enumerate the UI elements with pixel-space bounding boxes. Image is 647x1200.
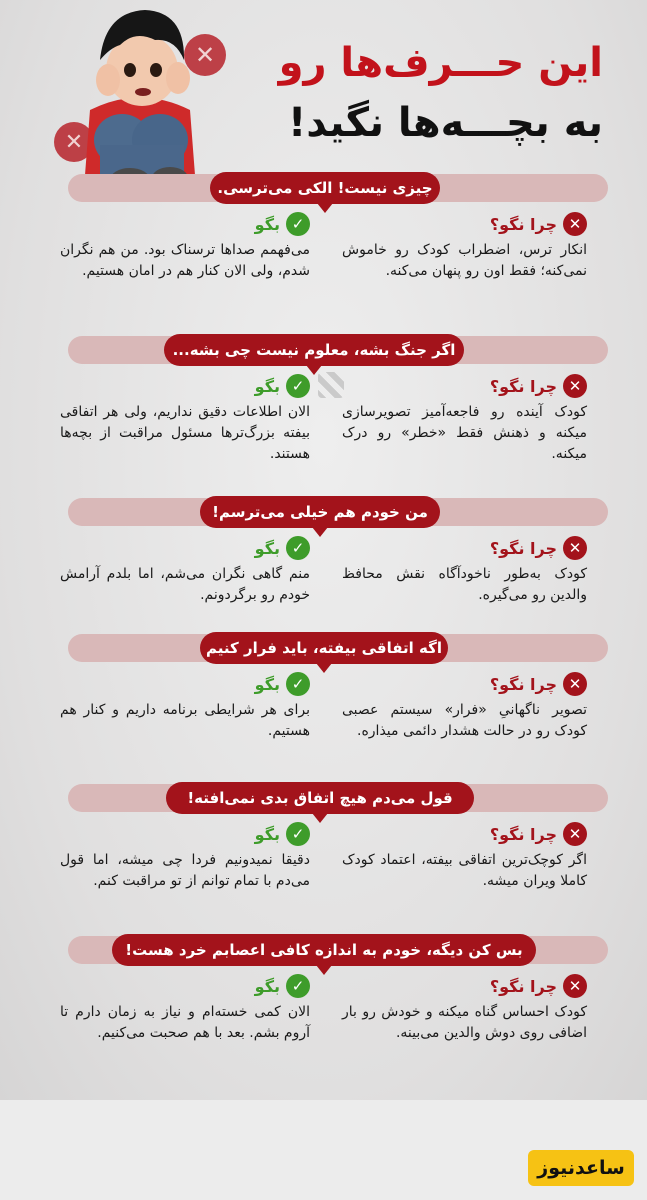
say-column: [60, 212, 310, 282]
why-not-text: اگر کوچک‌ترین اتفاقی بیفته، اعتماد کودک کاملا ویران میشه.: [342, 852, 587, 889]
say-label: بگو: [254, 538, 280, 558]
why-not-label: چرا نگو؟: [489, 538, 557, 558]
phrase-bubble: قول می‌دم هیچ اتفاق بدی نمی‌افته!: [166, 782, 474, 814]
say-label: بگو: [254, 376, 280, 396]
say-label: بگو: [254, 214, 280, 234]
say-column: [60, 536, 310, 606]
say-text: می‌فهمم صداها ترسناک بود. من هم نگران شدم، ولی الان کنار هم در امان هستیم.: [60, 242, 310, 279]
say-column: [60, 374, 310, 465]
say-heading: [60, 822, 310, 846]
why-not-heading: [342, 672, 587, 696]
why-not-text: کودک آینده رو فاجعه‌آمیز تصویرسازی میکنه و ذهنش فقط «خطر» رو درک میکنه.: [342, 404, 587, 462]
say-text: دقیقا نمیدونیم فردا چی میشه، اما قول می‌دم با تمام توانم از تو مراقبت کنم.: [60, 852, 310, 889]
why-not-label: چرا نگو؟: [489, 824, 557, 844]
why-not-text: انکار ترس، اضطراب کودک رو خاموش نمی‌کنه؛ فقط اون رو پنهان می‌کنه.: [342, 242, 587, 279]
x-circle-icon: ✕: [563, 974, 587, 998]
why-not-column: [342, 974, 587, 1044]
check-circle-icon: ✓: [286, 212, 310, 236]
check-circle-icon: ✓: [286, 536, 310, 560]
why-not-text: تصویر ناگهانیِ «فرار» سیستم عصبی کودک رو در حالت هشدار دائمی میذاره.: [342, 702, 587, 739]
phrase-bubble: اگر جنگ بشه، معلوم نیست چی بشه...: [164, 334, 464, 366]
phrase-bubble: بس کن دیگه، خودم به اندازه کافی اعصابم خرد هست!: [112, 934, 536, 966]
why-not-column: [342, 822, 587, 892]
why-not-column: [342, 672, 587, 742]
phrase-bubble: اگه اتفاقی بیفته، باید فرار کنیم: [200, 632, 448, 664]
say-heading: [60, 212, 310, 236]
check-circle-icon: ✓: [286, 374, 310, 398]
x-circle-icon: ✕: [563, 822, 587, 846]
why-not-label: چرا نگو؟: [489, 674, 557, 694]
say-heading: [60, 536, 310, 560]
tip-section-5: [0, 780, 647, 930]
tip-section-2: [0, 332, 647, 482]
check-circle-icon: ✓: [286, 672, 310, 696]
phrase-bubble: من خودم هم خیلی می‌ترسم!: [200, 496, 440, 528]
say-column: [60, 822, 310, 892]
say-heading: [60, 974, 310, 998]
site-logo[interactable]: ساعدنیوز: [528, 1150, 634, 1186]
why-not-heading: [342, 822, 587, 846]
say-text: الان اطلاعات دقیق نداریم، ولی هر اتفاقی بیفته بزرگ‌ترها مسئول مراقبت از بچه‌ها هستند.: [60, 404, 310, 462]
why-not-column: [342, 536, 587, 606]
why-not-column: [342, 212, 587, 282]
watermark-logo-icon: [318, 372, 344, 398]
phrase-bubble: چیزی نیست! الکی می‌ترسی.: [210, 172, 440, 204]
why-not-heading: [342, 374, 587, 398]
why-not-text: کودک به‌طور ناخودآگاه نقش محافظ والدین رو می‌گیره.: [342, 566, 587, 603]
tip-section-1: [0, 170, 647, 320]
why-not-label: چرا نگو؟: [489, 976, 557, 996]
say-column: [60, 672, 310, 742]
x-circle-icon: ✕: [563, 374, 587, 398]
tip-section-6: [0, 932, 647, 1092]
check-circle-icon: ✓: [286, 822, 310, 846]
x-circle-icon: ✕: [563, 672, 587, 696]
why-not-heading: [342, 974, 587, 998]
page-title-line1: این حـــرف‌ها رو: [278, 40, 603, 86]
check-circle-icon: ✓: [286, 974, 310, 998]
x-circle-icon: ✕: [184, 34, 226, 76]
say-text: برای هر شرایطی برنامه داریم و کنار هم هستیم.: [60, 702, 310, 739]
why-not-text: کودک احساس گناه میکنه و خودش رو بار اضافی روی دوش والدین می‌بینه.: [342, 1004, 587, 1041]
why-not-column: [342, 374, 587, 465]
why-not-heading: [342, 536, 587, 560]
tip-section-4: [0, 630, 647, 780]
say-column: [60, 974, 310, 1044]
why-not-label: چرا نگو؟: [489, 214, 557, 234]
say-label: بگو: [254, 976, 280, 996]
say-label: بگو: [254, 824, 280, 844]
say-text: منم گاهی نگران می‌شم، اما بلدم آرامش خودم رو برگردونم.: [60, 566, 310, 603]
x-circle-icon: ✕: [563, 212, 587, 236]
tip-section-3: [0, 494, 647, 624]
x-circle-icon: ✕: [563, 536, 587, 560]
say-heading: [60, 672, 310, 696]
why-not-heading: [342, 212, 587, 236]
page-title-line2: به بچـــه‌ها نگید!: [288, 100, 603, 146]
x-circle-icon: ✕: [54, 122, 94, 162]
why-not-label: چرا نگو؟: [489, 376, 557, 396]
say-text: الان کمی خسته‌ام و نیاز به زمان دارم تا آروم بشم. بعد با هم صحبت می‌کنیم.: [60, 1004, 310, 1041]
say-heading: [60, 374, 310, 398]
say-label: بگو: [254, 674, 280, 694]
